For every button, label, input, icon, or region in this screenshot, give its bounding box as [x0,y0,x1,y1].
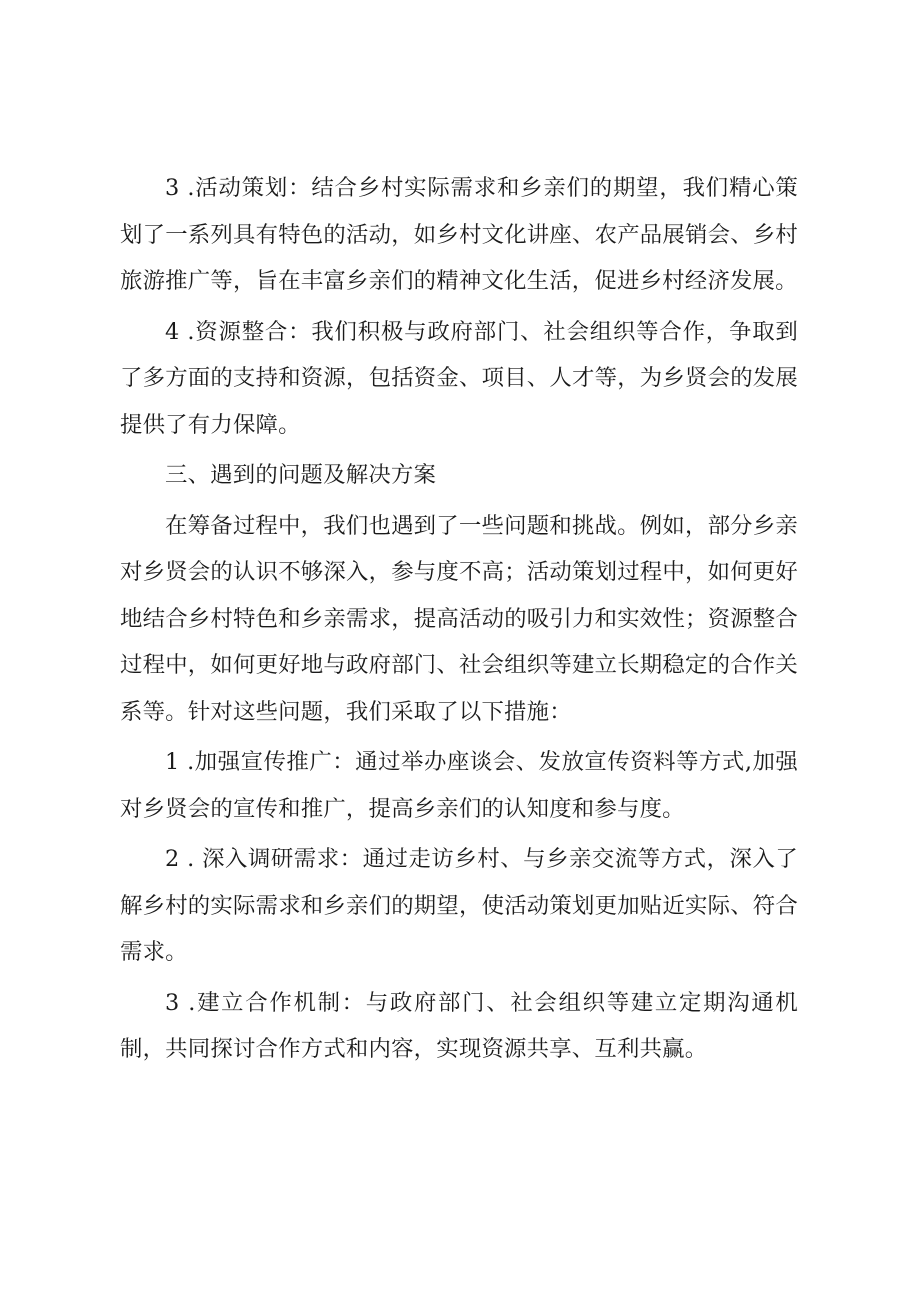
paragraph-measure-publicity: 1 .加强宣传推广：通过举办座谈会、发放宣传资料等方式,加强对乡贤会的宣传和推广，提高乡亲们的认知度和参与度。 [120,749,798,822]
paragraph-measure-research: 2 . 深入调研需求：通过走访乡村、与乡亲交流等方式，深入了解乡村的实际需求和乡亲们的期望，使活动策划更加贴近实际、符合需求。 [120,846,798,965]
paragraph-measure-cooperation: 3 .建立合作机制：与政府部门、社会组织等建立定期沟通机制，共同探讨合作方式和内容，实现资源共享、互利共赢。 [120,989,798,1062]
paragraph-problems: 在筹备过程中，我们也遇到了一些问题和挑战。例如，部分乡亲对乡贤会的认识不够深入，参与度不高；活动策划过程中，如何更好地结合乡村特色和乡亲需求，提高活动的吸引力和实效性；资源整合过程中，如何更好地与政府部门、社会组织等建立长期稳定的合作关系等。针对这些问题，我们采取了以下措施： [120,512,798,725]
paragraph-activity-planning: 3 .活动策划：结合乡村实际需求和乡亲们的期望，我们精心策划了一系列具有特色的活动，如乡村文化讲座、农产品展销会、乡村旅游推广等，旨在丰富乡亲们的精神文化生活，促进乡村经济发展。 [120,175,798,294]
paragraph-resource-integration: 4 .资源整合：我们积极与政府部门、社会组织等合作，争取到了多方面的支持和资源，包括资金、项目、人才等，为乡贤会的发展提供了有力保障。 [120,318,798,438]
section-heading-problems-solutions: 三、遇到的问题及解决方案 [165,462,437,488]
document-page [120,165,798,1073]
